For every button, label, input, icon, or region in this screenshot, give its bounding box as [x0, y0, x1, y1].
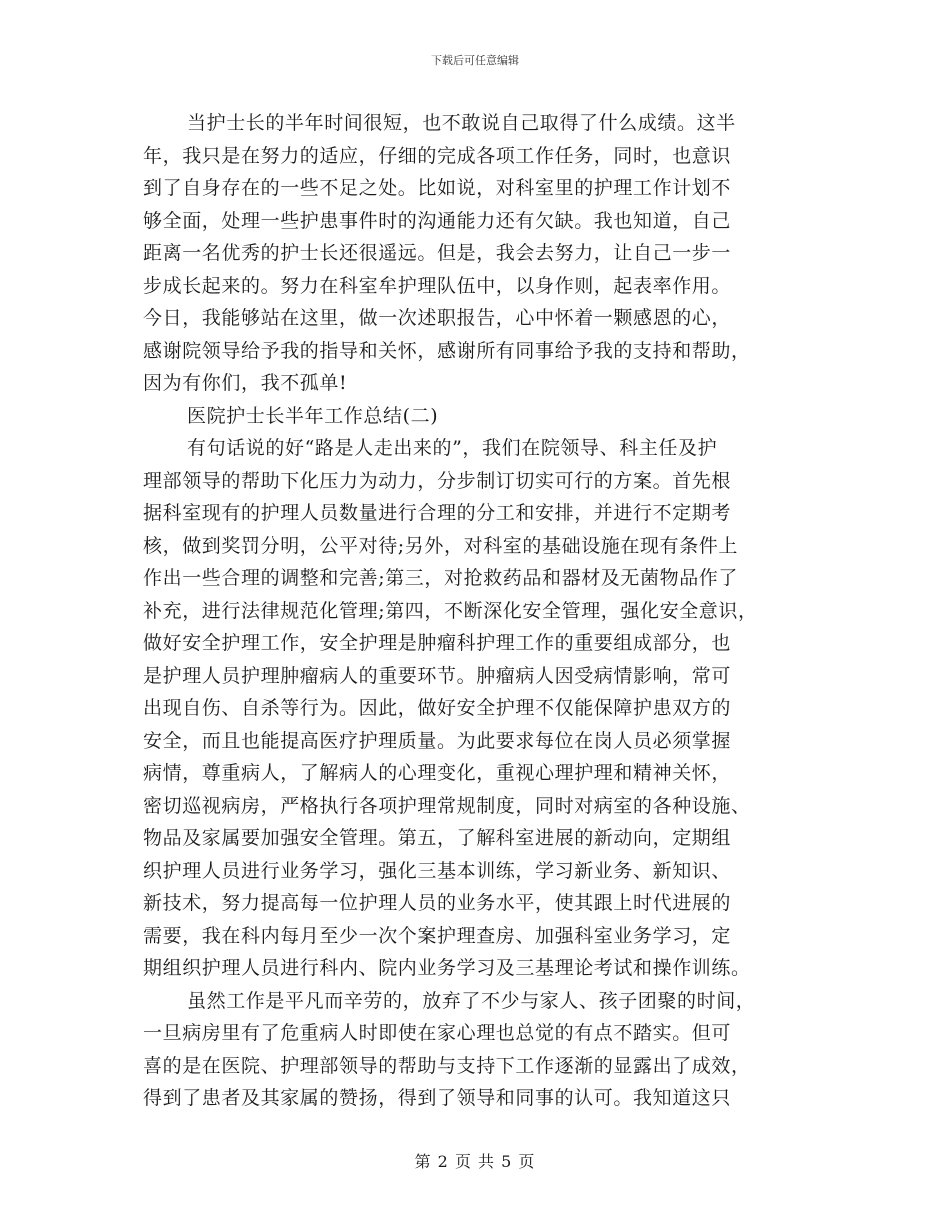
- document-body: [143, 107, 823, 1115]
- paragraph-line: 年，我只是在努力的适应，仔细的完成各项工作任务，同时，也意识: [143, 144, 732, 167]
- paragraph-line: 病情，尊重病人，了解病人的心理变化，重视心理护理和精神关怀，: [143, 762, 732, 784]
- paragraph-line: 需要，我在科内每月至少一次个案护理查房、加强科室业务学习，定: [143, 924, 732, 947]
- paragraph-line: 安全，而且也能提高医疗护理质量。为此要求每位在岗人员必须掌握: [143, 729, 732, 752]
- paragraph-line: 今日，我能够站在这里，做一次述职报告，心中怀着一颗感恩的心，: [143, 307, 732, 329]
- paragraph-line: 感谢院领导给予我的指导和关怀，感谢所有同事给予我的支持和帮助，: [143, 339, 751, 362]
- paragraph-line: 出现自伤、自杀等行为。因此，做好安全护理不仅能保障护患双方的: [143, 697, 732, 719]
- paragraph-line: 是护理人员护理肿瘤病人的重要环节。肿瘤病人因受病情影响，常可: [143, 664, 732, 687]
- page-number: 第 2 页 共 5 页: [414, 1152, 536, 1171]
- paragraph-line: 期组织护理人员进行科内、院内业务学习及三基理论考试和操作训练。: [143, 957, 751, 979]
- section-heading: 医院护士长半年工作总结(二): [187, 404, 439, 427]
- paragraph-line: 核，做到奖罚分明，公平对待;另外，对科室的基础设施在现有条件上: [143, 534, 739, 557]
- paragraph-line: 步成长起来的。努力在科室牟护理队伍中，以身作则，起表率作用。: [143, 274, 732, 297]
- paragraph-line: 距离一名优秀的护士长还很遥远。但是，我会去努力，让自己一步一: [143, 242, 732, 264]
- paragraph-line: 有句话说的好“路是人走出来的”，我们在院领导、科主任及护: [187, 437, 718, 459]
- paragraph-line: 理部领导的帮助下化压力为动力，分步制订切实可行的方案。首先根: [143, 469, 732, 492]
- paragraph-line: 虽然工作是平凡而辛劳的，放弃了不少与家人、孩子团聚的时间，: [187, 989, 756, 1012]
- paragraph-line: 补充，进行法律规范化管理;第四，不断深化安全管理，强化安全意识，: [143, 599, 758, 622]
- paragraph-line: 密切巡视病房，严格执行各项护理常规制度，同时对病室的各种设施、: [143, 794, 751, 817]
- paragraph-line: 织护理人员进行业务学习，强化三基本训练，学习新业务、新知识、: [143, 859, 732, 882]
- paragraph-line: 新技术，努力提高每一位护理人员的业务水平，使其跟上时代进展的: [143, 892, 732, 914]
- paragraph-line: 因为有你们，我不孤单!: [143, 372, 348, 394]
- paragraph-line: 作出一些合理的调整和完善;第三，对抢救药品和器材及无菌物品作了: [143, 567, 739, 589]
- paragraph-line: 一旦病房里有了危重病人时即使在家心理也总觉的有点不踏实。但可: [143, 1022, 732, 1044]
- paragraph-line: 到了自身存在的一些不足之处。比如说，对科室里的护理工作计划不: [143, 177, 732, 199]
- paragraph-line: 得到了患者及其家属的赞扬，得到了领导和同事的认可。我知道这只: [143, 1087, 732, 1109]
- paragraph-line: 当护士长的半年时间很短，也不敢说自己取得了什么成绩。这半: [187, 112, 736, 134]
- paragraph-line: 做好安全护理工作，安全护理是肿瘤科护理工作的重要组成部分，也: [143, 632, 732, 654]
- page-header-note: 下载后可任意编辑: [431, 54, 519, 67]
- paragraph-line: 够全面，处理一些护患事件时的沟通能力还有欠缺。我也知道，自己: [143, 209, 732, 232]
- paragraph-line: 物品及家属要加强安全管理。第五，了解科室进展的新动向，定期组: [143, 827, 732, 849]
- paragraph-line: 据科室现有的护理人员数量进行合理的分工和安排，并进行不定期考: [143, 502, 732, 524]
- paragraph-line: 喜的是在医院、护理部领导的帮助与支持下工作逐渐的显露出了成效，: [143, 1054, 751, 1077]
